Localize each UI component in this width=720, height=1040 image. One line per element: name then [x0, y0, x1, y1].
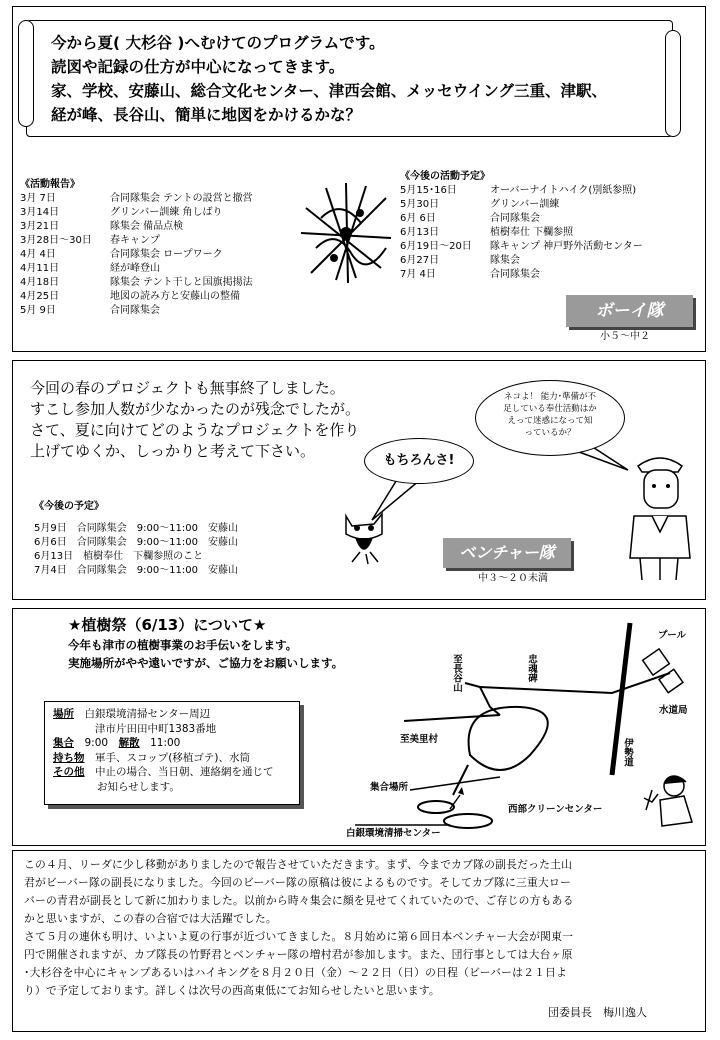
future-row: 6月27日 隊集会 [400, 255, 520, 266]
future-title: 《今後の活動予定》 [400, 171, 490, 182]
future-row: 7月 4日 合同隊集会 [400, 269, 540, 280]
letter-line: ･大杉谷を中心にキャンプあるいはハイキングを８月２０日（金）～２２日（日）の日程（ビーバーは２１日よ [24, 966, 568, 979]
planting-info-box: 場所 白銀環境清掃センター周辺 津市片田田中町1383番地 集合 9:00 解散 11:00 持ち物 軍手、スコップ(移植ゴテ)、水筒 その他 中止の場合、当日朝、連絡網を通じて お知らせします。 [44, 701, 300, 805]
map-pool: プール [658, 630, 687, 641]
banner-line: 家、学校、安藤山、総合文化センター、津西会館、メッセウイング三重、津駅、 [51, 82, 607, 100]
report-row: 5月 9日 合同隊集会 [20, 305, 160, 316]
map-center: 西部クリーンセンター [508, 804, 603, 815]
letter-line: 円で開催されますが、カブ隊長の竹野君とベンチャー隊の増村君が参加します。また、団行事としては大台ヶ原 [24, 948, 573, 961]
banner-line: 経が峰、長谷山、簡単に地図をかけるかな？ [51, 106, 362, 124]
venture-line: さて、夏に向けてどのようなプロジェクトを作り [30, 421, 360, 439]
map-ise: 伊勢道 [622, 738, 633, 767]
report-row: 3月14日 グリンバー訓練 角しばり [20, 207, 223, 218]
letter-line: この４月、リーダに少し移動がありましたので報告させていただきます。まず、今までカブ隊の副長だった土山 [24, 858, 573, 871]
venture-line: すこし参加人数が少なかったのが残念でしたが。 [30, 400, 361, 418]
cat-illustration [338, 508, 392, 566]
planting-subtitle: 今年も津市の植樹事業のお手伝いをします。 実施場所がやや遠いですが、ご協力をお願いします。 [68, 638, 344, 670]
venture-troop-badge: ベンチャー隊 [443, 538, 571, 568]
future-row: 5月30日 グリンバー訓練 [400, 199, 560, 210]
map-misato: 至美里村 [400, 734, 439, 745]
gather-label: 集合 [53, 737, 74, 749]
letter-line: かと思いますが、この春の合宿では大活躍でした。 [24, 912, 277, 925]
report-title: 《活動報告》 [20, 179, 80, 190]
banner-line: 今から夏( 大杉谷 )へむけてのプログラムです。 [51, 34, 385, 52]
venture-line: 今回の春のプロジェクトも無事終了しました。 [30, 379, 345, 397]
banner-line: 読図や記録の仕方が中心になってきます。 [51, 58, 345, 76]
letter-line: さて５月の連休も明け、いよいよ夏の行事が近づいてきました。８月始めに第６回日本ベンチャー大会が関東一 [24, 930, 574, 943]
venture-line: 上げてゆくか、しっかりと考えて下さい。 [30, 442, 316, 460]
map-water: 水道局 [659, 705, 688, 716]
venture-future-row: 7月4日 合同隊集会 9:00～11:00 安藤山 [34, 565, 238, 576]
report-row: 4月18日 隊集会 テント干しと国旗掲揚法 [20, 277, 253, 288]
planting-illustration [640, 770, 700, 836]
future-row: 6月19日～20日 隊キャンプ 神戸野外活動センター [400, 241, 643, 252]
letter-line: 君がビーバー隊の副長になりました。今回のビーバー隊の原稿は彼によるものです。そしてカブ隊に三重大ロー [24, 876, 572, 889]
speech-bubble-scout: ネコよ！ 能力･準備が不 足している奉仕活動はか えって迷惑になって知 っているか？ [475, 380, 625, 456]
map-bottom: 白銀環境清掃センター [346, 828, 441, 839]
map-gather: 集合場所 [370, 782, 409, 793]
letter-body [24, 856, 696, 1000]
address: 津市片田田中町1383番地 [95, 722, 217, 735]
other-label: その他 [53, 766, 85, 778]
planting-title: ★植樹祭（6/13）について★ [68, 616, 267, 634]
future-row: 6月13日 植樹奉仕 下欄参照 [400, 227, 574, 238]
place-value: 白銀環境清掃センター周辺 [84, 708, 211, 720]
future-row: 6月 6日 合同隊集会 [400, 213, 540, 224]
venture-future-row: 5月9日 合同隊集会 9:00～11:00 安藤山 [34, 523, 238, 534]
place-label: 場所 [53, 708, 74, 720]
future-row: 5月15･16日 オーバーナイトハイク(別紙参照) [400, 185, 637, 196]
report-row: 3月 7日 合同隊集会 テントの設営と撤営 [20, 193, 253, 204]
venture-age-range: 中３～２０未満 [478, 573, 548, 584]
venture-future-row: 6月6日 合同隊集会 9:00～11:00 安藤山 [34, 537, 238, 548]
letter-line: り）で予定しております。詳しくは次号の西高東低にてお知らせしたいと思います。 [24, 984, 440, 997]
report-row: 4月11日 経が峰登山 [20, 263, 160, 274]
scout-illustration [620, 446, 700, 582]
items-label: 持ち物 [53, 751, 85, 764]
boy-troop-badge: ボーイ隊 [566, 295, 693, 327]
signature: 団委員長 梅川逸人 [548, 1006, 647, 1019]
map-nagatani: 至長谷山 [451, 654, 462, 692]
speech-bubble-cat: もちろんさ! [364, 438, 474, 484]
map-chuchuzo: 忠魂碑 [526, 654, 537, 683]
report-row: 4月 4日 合同隊集会 ロープワーク [20, 249, 223, 260]
venture-future-row: 6月13日 植樹奉仕 下欄参照のこと [34, 551, 204, 562]
venture-future-title: 《今後の予定》 [34, 501, 104, 512]
venture-future [34, 500, 238, 578]
dismiss-label: 解散 [118, 737, 140, 749]
report-row: 4月25日 地図の読み方と安藤山の整備 [20, 291, 240, 302]
letter-line: バーの青君が副長として新に加わりました。以前から時々集会に顔を見せてくれていたので、ご存じの方もある [24, 894, 574, 907]
report-row: 3月21日 隊集会 備品点検 [20, 221, 184, 232]
report-row: 3月28日～30日 春キャンプ [20, 235, 160, 246]
boy-age-range: 小５～中２ [600, 331, 650, 342]
